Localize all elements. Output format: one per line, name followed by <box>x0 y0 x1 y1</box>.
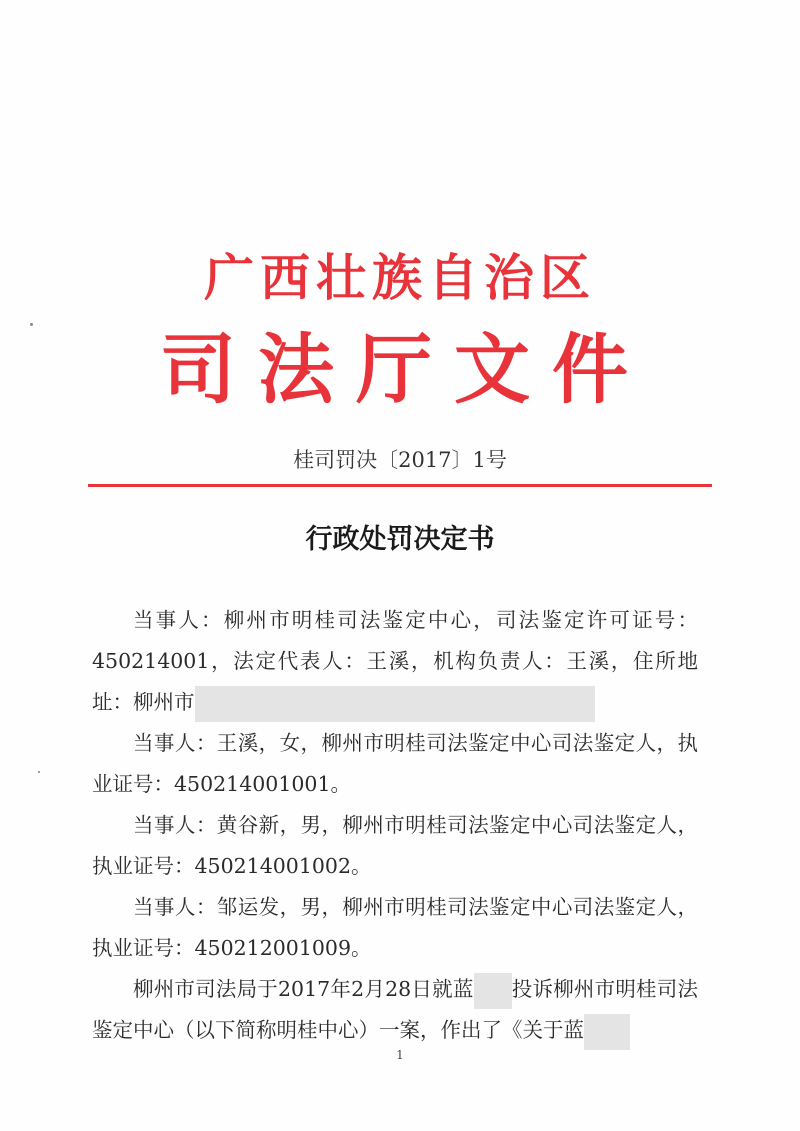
scan-speck <box>38 771 40 773</box>
redacted-name-2 <box>584 1014 630 1050</box>
party-paragraph-wangxi: 当事人：王溪，女，柳州市明桂司法鉴定中心司法鉴定人，执业证号：450214001001。 <box>92 731 698 796</box>
issuer-department-heading: 司法厅文件 <box>160 325 650 414</box>
party-paragraph-center <box>92 600 698 723</box>
redacted-name <box>474 973 512 1009</box>
page-number: 1 <box>396 1048 404 1062</box>
party-center-text: 当事人：柳州市明桂司法鉴定中心，司法鉴定许可证号：450214001，法定代表人：王溪，机构负责人：王溪，住所地址：柳州市 <box>92 608 698 714</box>
case-text-part2: 投诉柳州市明桂司法鉴定中心（以下简称明桂中心）一案，作出了《关于蓝 <box>92 977 698 1042</box>
scan-speck <box>30 323 33 326</box>
party-paragraph-zouyun: 当事人：邹运发，男，柳州市明桂司法鉴定中心司法鉴定人，执业证号：450212001009。 <box>92 895 698 960</box>
case-paragraph <box>92 969 698 1051</box>
red-divider-line <box>88 484 712 487</box>
issuer-region-heading: 广西壮族自治区 <box>204 248 596 307</box>
redacted-address <box>195 686 595 722</box>
document-body <box>92 600 698 1051</box>
document-number: 桂司罚决〔2017〕1号 <box>293 448 507 472</box>
party-paragraph-huanggu: 当事人：黄谷新，男，柳州市明桂司法鉴定中心司法鉴定人，执业证号：450214001002。 <box>92 813 698 878</box>
case-text-part1: 柳州市司法局于2017年2月28日就蓝 <box>133 977 474 1001</box>
document-title: 行政处罚决定书 <box>305 524 495 555</box>
